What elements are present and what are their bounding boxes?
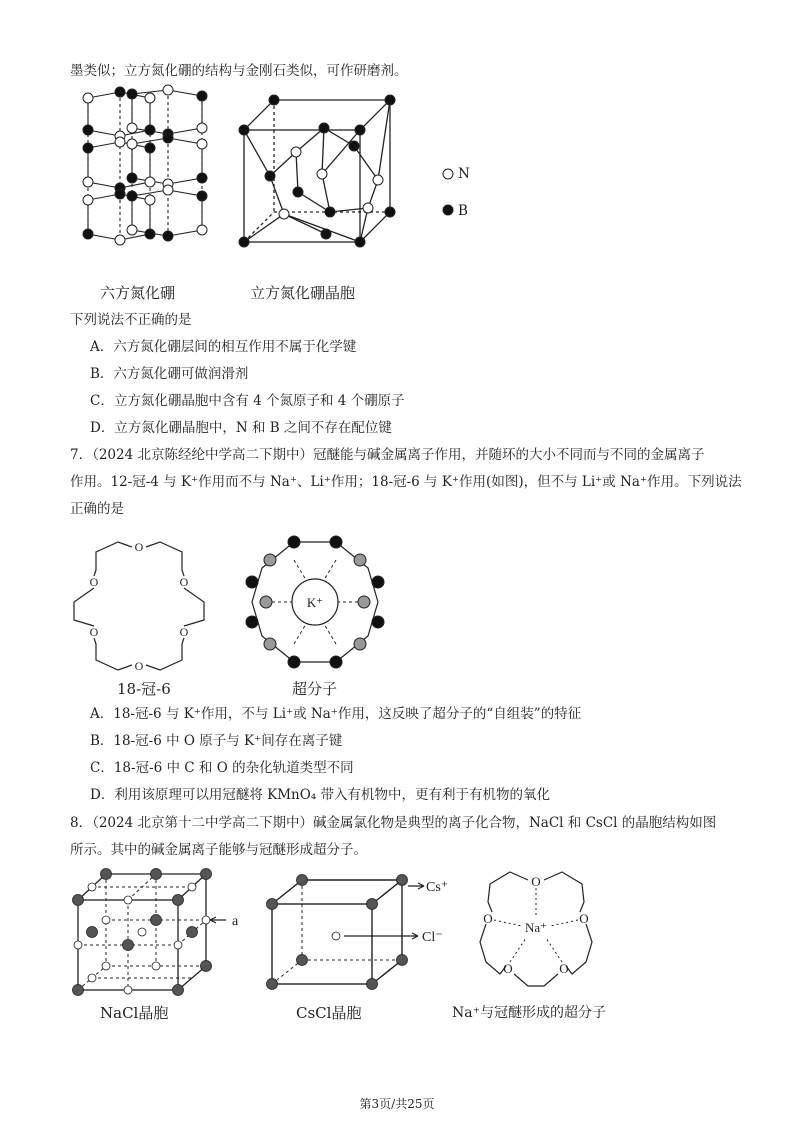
supramolecule-k-figure: [240, 534, 390, 674]
ring-oxygen-label: O: [559, 961, 569, 976]
legend-n-marker: [441, 167, 455, 181]
cscl-label-cs: Cs⁺: [426, 880, 449, 895]
caption-nacl-cell: NaCl晶胞: [100, 1004, 169, 1022]
q8-stem-line1: 8．（2024 北京第十二中学高二下期中）碱金属氯化物是典型的离子化合物，NaCl 和 CsCl 的晶胞结构如图: [70, 815, 717, 831]
crown-ether-18-6-figure: [66, 536, 216, 676]
legend-b-label: B: [458, 203, 468, 219]
cscl-unit-cell-figure: [262, 874, 452, 1004]
cscl-label-cl: Cl⁻: [422, 930, 443, 945]
q7-option-c: C．18-冠-6 中 C 和 O 的杂化轨道类型不同: [90, 760, 354, 776]
ring-oxygen-label: O: [134, 659, 144, 673]
q7-stem-line1: 7．（2024 北京陈经纶中学高二下期中）冠醚能与碱金属离子作用，并随环的大小不同而与不同的金属离子: [70, 447, 705, 463]
cubic-bn-figure: [238, 96, 398, 246]
caption-cubic-bn: 立方氮化硼晶胞: [250, 284, 356, 302]
ring-oxygen-label: O: [503, 961, 513, 976]
legend-b-marker: [441, 203, 455, 217]
page-footer: 第3页/共25页: [359, 1097, 435, 1111]
q6-option-a: A．六方氮化硼层间的相互作用不属于化学键: [90, 339, 357, 355]
q6-stem: 下列说法不正确的是: [70, 312, 192, 328]
caption-cscl-cell: CsCl晶胞: [296, 1004, 362, 1022]
caption-sodium-supramolecule: Na⁺与冠醚形成的超分子: [452, 1005, 606, 1021]
nacl-unit-cell-figure: [70, 868, 250, 998]
ring-oxygen-label: O: [89, 625, 99, 639]
q6-option-c: C．立方氮化硼晶胞中含有 4 个氮原子和 4 个硼原子: [90, 393, 405, 409]
ring-oxygen-label: O: [579, 911, 589, 926]
ring-oxygen-label: O: [531, 874, 541, 889]
ring-oxygen-label: O: [89, 575, 99, 589]
ring-oxygen-label: O: [179, 625, 189, 639]
ring-oxygen-label: O: [179, 575, 189, 589]
intro-line: 墨类似；立方氮化硼的结构与金刚石类似，可作研磨剂。: [70, 63, 408, 79]
q7-stem-line3: 正确的是: [70, 501, 124, 517]
sodium-ion-label: Na⁺: [524, 920, 548, 935]
caption-hexagonal-bn: 六方氮化硼: [100, 284, 176, 302]
ring-oxygen-label: O: [483, 911, 493, 926]
q7-stem-line2: 作用。12-冠-4 与 K⁺作用而不与 Na⁺、Li⁺作用；18-冠-6 与 K⁺作用(如图)，但不与 Li⁺或 Na⁺作用。下列说法: [70, 474, 742, 490]
caption-crown-ether: 18-冠-6: [117, 680, 171, 698]
q6-option-b: B．六方氮化硼可做润滑剂: [90, 366, 249, 382]
hexagonal-bn-figure: [70, 88, 230, 268]
nacl-label-a: a: [232, 914, 239, 929]
legend-n-label: N: [458, 166, 470, 182]
q7-option-d: D．利用该原理可以用冠醚将 KMnO₄ 带入有机物中，更有利于有机物的氧化: [90, 787, 550, 803]
q7-option-a: A．18-冠-6 与 K⁺作用，不与 Li⁺或 Na⁺作用，这反映了超分子的“自组装”的特征: [90, 706, 582, 722]
q7-option-b: B．18-冠-6 中 O 原子与 K⁺间存在离子键: [90, 733, 343, 749]
q6-option-d: D．立方氮化硼晶胞中，N 和 B 之间不存在配位键: [90, 420, 392, 436]
potassium-ion-label: K⁺: [306, 595, 324, 610]
q8-stem-line2: 所示。其中的碱金属离子能够与冠醚形成超分子。: [70, 842, 367, 858]
ring-oxygen-label: O: [134, 540, 144, 554]
sodium-crown-ether-figure: [470, 862, 610, 1002]
caption-supramolecule: 超分子: [292, 680, 338, 698]
